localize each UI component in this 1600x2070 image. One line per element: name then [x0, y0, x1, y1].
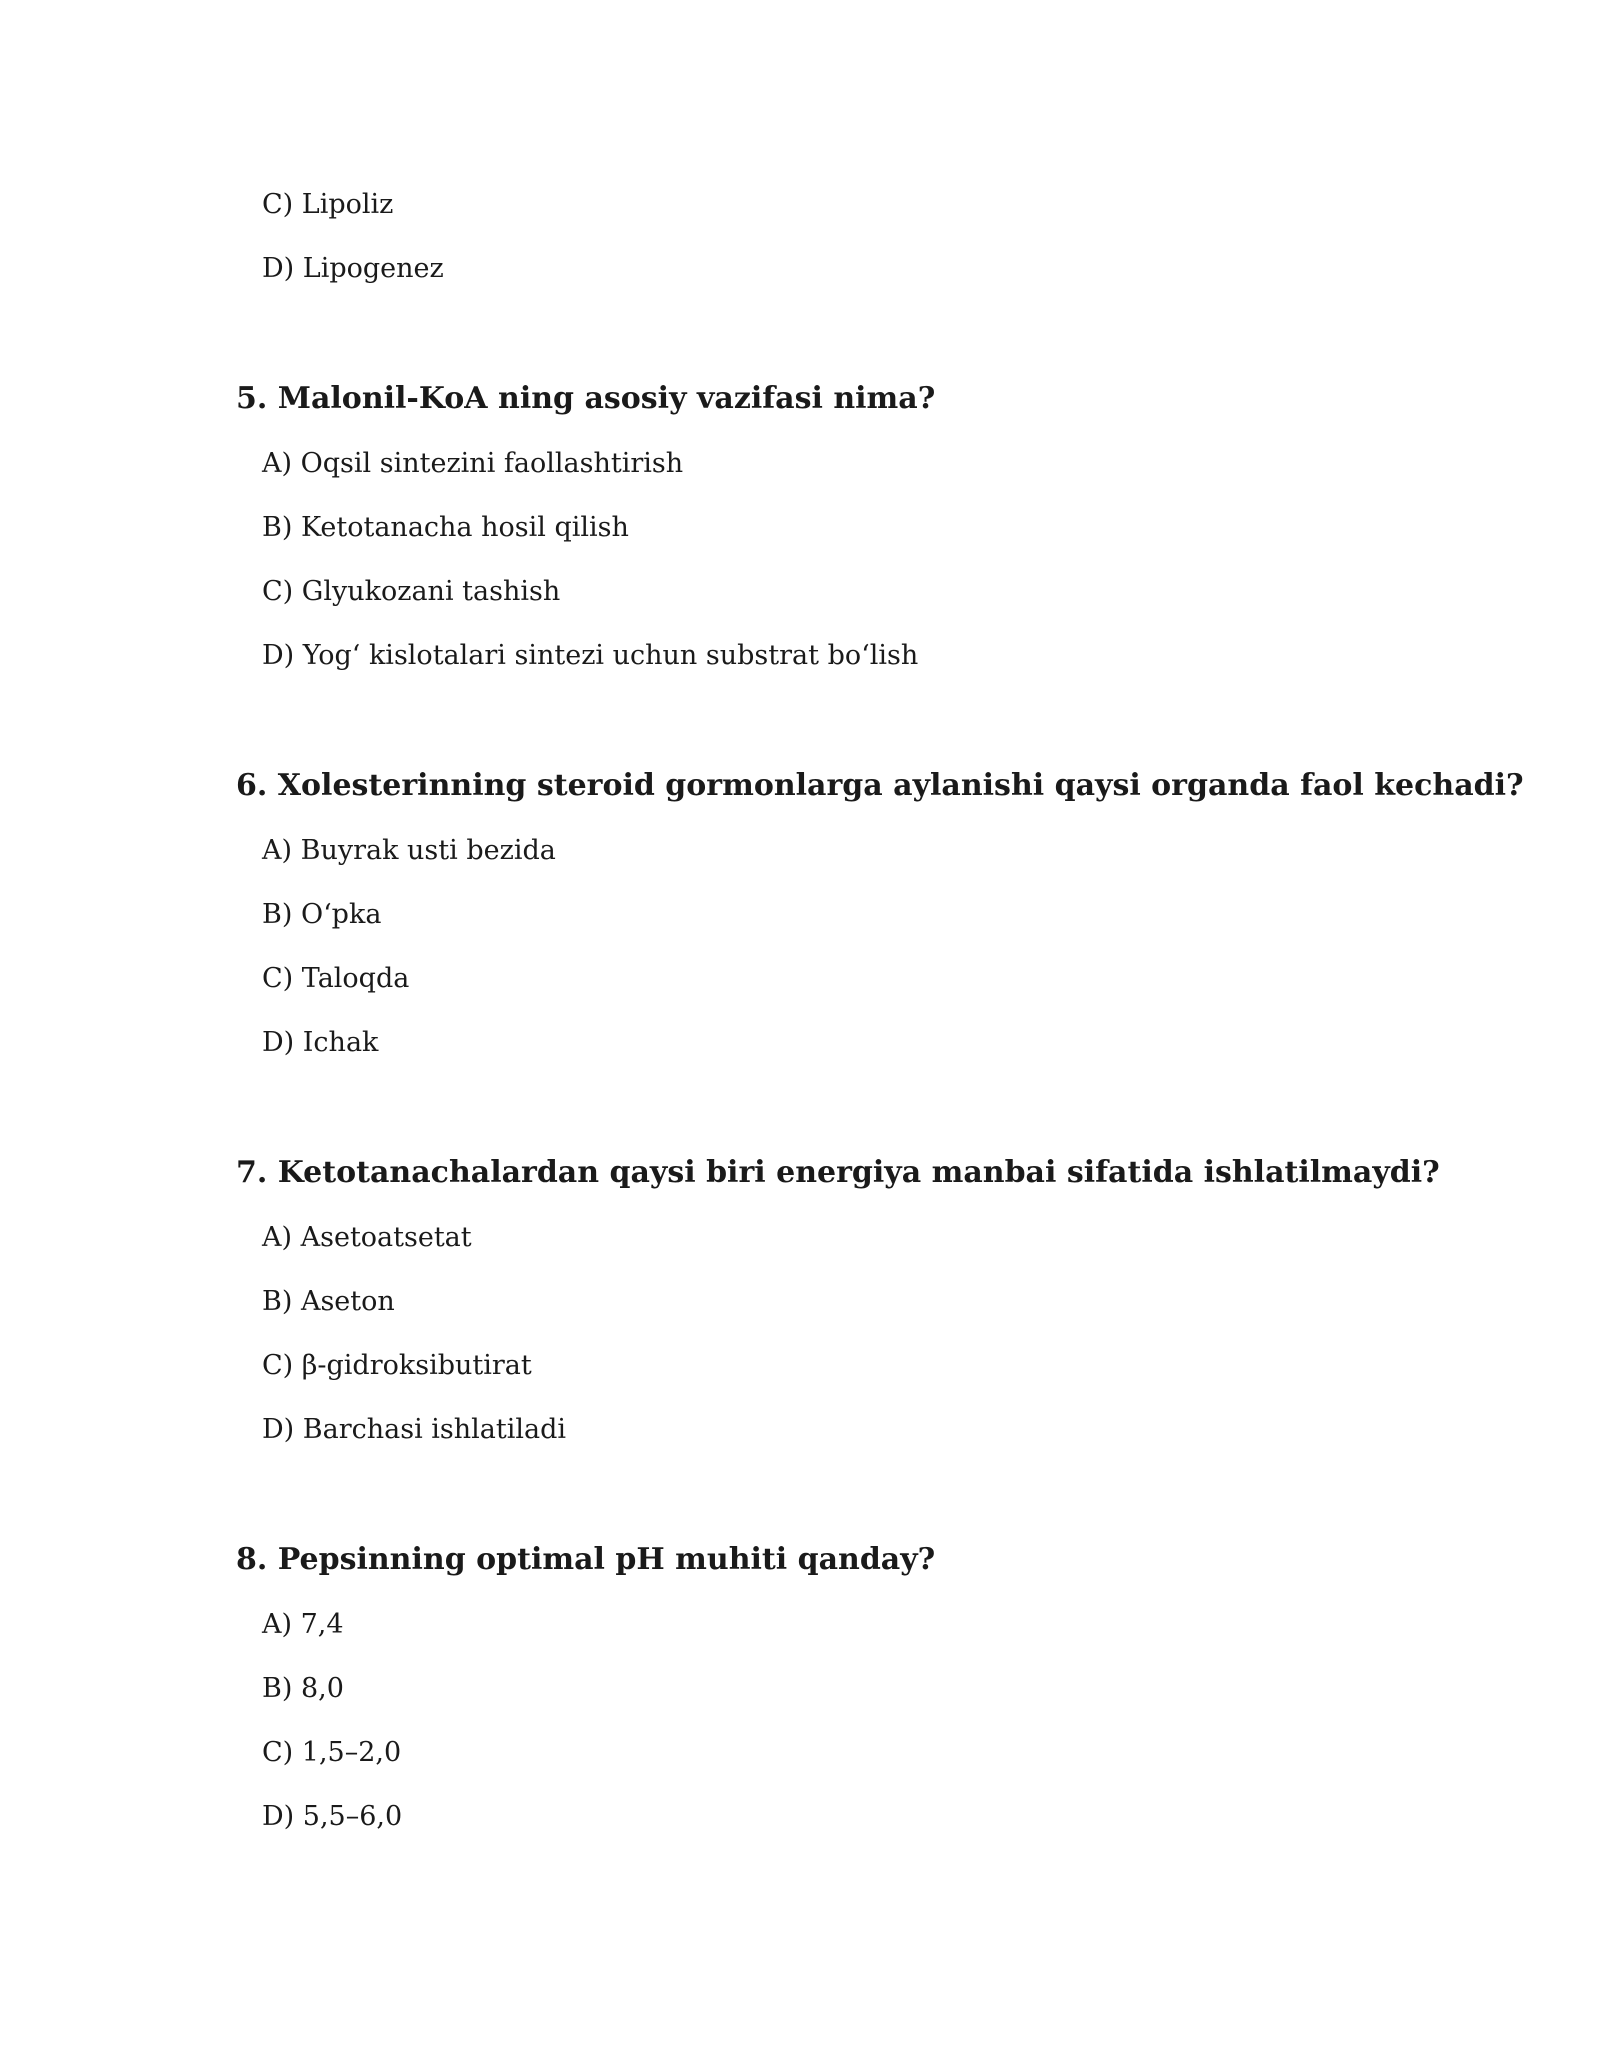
question-7-option-d: D) Barchasi ishlatiladi [262, 1414, 567, 1445]
question-6-option-a: A) Buyrak usti bezida [262, 835, 556, 866]
option-c-lipoliz: C) Lipoliz [262, 189, 394, 220]
question-7-option-c: C) β-gidroksibutirat [262, 1350, 532, 1381]
question-6-option-c: C) Taloqda [262, 963, 410, 994]
question-7-title: 7. Ketotanachalardan qaysi biri energiya manbai sifatida ishlatilmaydi? [236, 1155, 1440, 1190]
question-6-option-d: D) Ichak [262, 1027, 379, 1058]
question-8-option-c: C) 1,5–2,0 [262, 1737, 402, 1768]
question-8-option-b: B) 8,0 [262, 1673, 344, 1704]
option-d-lipogenez: D) Lipogenez [262, 253, 444, 284]
question-6-title: 6. Xolesterinning steroid gormonlarga aylanishi qaysi organda faol kechadi? [236, 768, 1524, 803]
question-5-option-c: C) Glyukozani tashish [262, 576, 561, 607]
question-8-option-a: A) 7,4 [262, 1609, 344, 1640]
question-7-option-b: B) Aseton [262, 1286, 395, 1317]
question-5-option-d: D) Yog‘ kislotalari sintezi uchun substrat bo‘lish [262, 640, 919, 671]
question-5-option-b: B) Ketotanacha hosil qilish [262, 512, 629, 543]
question-6-option-b: B) O‘pka [262, 899, 382, 930]
question-5-title: 5. Malonil-KoA ning asosiy vazifasi nima? [236, 381, 936, 416]
question-7-option-a: A) Asetoatsetat [262, 1222, 472, 1253]
question-8-option-d: D) 5,5–6,0 [262, 1801, 403, 1832]
question-8-title: 8. Pepsinning optimal pH muhiti qanday? [236, 1542, 936, 1577]
question-5-option-a: A) Oqsil sintezini faollashtirish [262, 448, 684, 479]
